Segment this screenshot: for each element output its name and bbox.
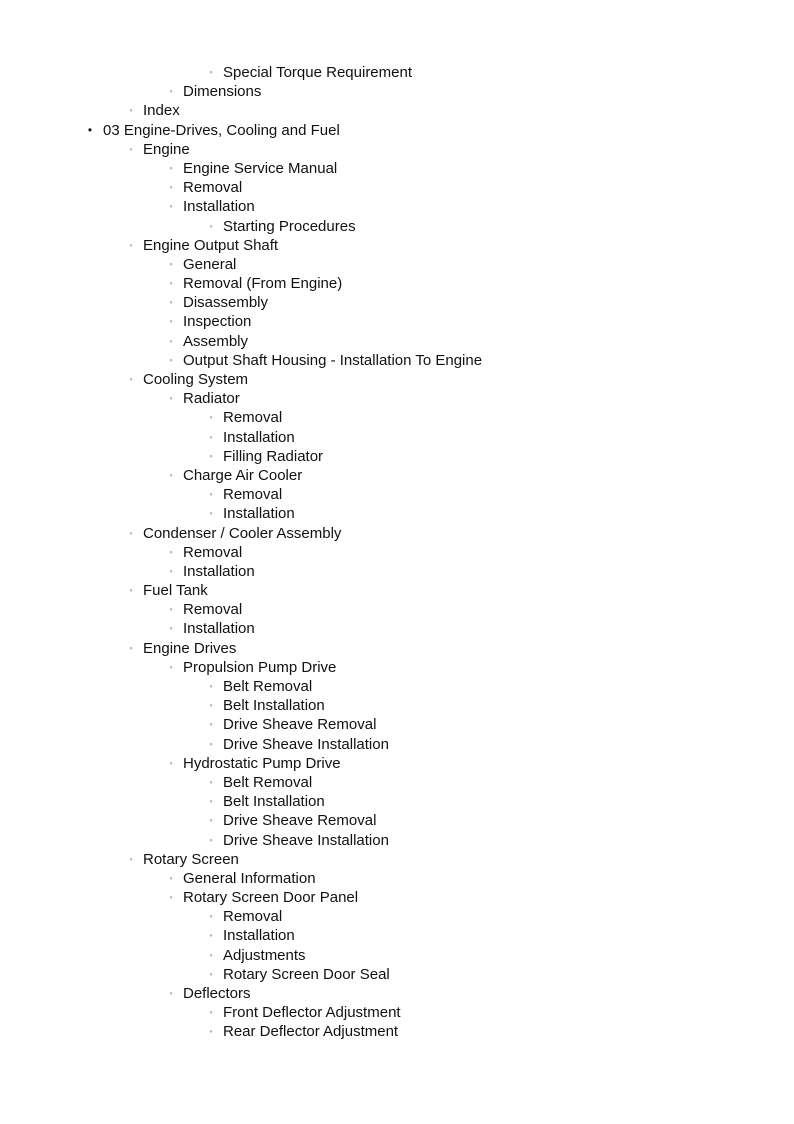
hollow-bullet-icon: ◦ <box>169 623 173 634</box>
outline-item <box>0 831 794 850</box>
hollow-bullet-icon: ◦ <box>169 393 173 404</box>
outline-item <box>0 121 794 140</box>
hollow-bullet-icon: ◦ <box>169 316 173 327</box>
hollow-bullet-icon: ◦ <box>169 546 173 557</box>
outline-item-label: Deflectors <box>183 985 251 1002</box>
outline-item <box>0 754 794 773</box>
outline-item <box>0 562 794 581</box>
outline-item <box>0 984 794 1003</box>
hollow-bullet-icon: ◦ <box>129 105 133 116</box>
outline-item-label: Starting Procedures <box>223 217 356 235</box>
bullet-icon: • <box>87 122 93 137</box>
outline-item-label: Output Shaft Housing - Installation To Engine <box>183 351 483 369</box>
outline-item-label: Installation <box>223 505 295 523</box>
outline-item <box>0 312 794 331</box>
outline-item <box>0 293 794 312</box>
outline-item-label: Removal <box>223 409 283 427</box>
outline-item-label: Front Deflector Adjustment <box>223 1004 401 1022</box>
hollow-bullet-icon: ◦ <box>209 1026 213 1037</box>
hollow-bullet-icon: ◦ <box>209 681 213 691</box>
outline-item-label: Radiator <box>183 390 240 408</box>
outline-item <box>0 926 794 945</box>
outline-item-label: Rotary Screen Door Panel <box>183 889 359 907</box>
hollow-bullet-icon: ◦ <box>209 412 213 423</box>
outline-item-label: Engine Service Manual <box>183 159 338 177</box>
outline-item-label: 03 Engine-Drives, Cooling and Fuel <box>103 121 340 139</box>
outline-item <box>0 428 794 447</box>
outline-item <box>0 504 794 523</box>
hollow-bullet-icon: ◦ <box>169 892 173 903</box>
hollow-bullet-icon: ◦ <box>209 796 213 807</box>
outline-item-label: Engine Drives <box>143 639 237 657</box>
outline-item <box>0 236 794 255</box>
hollow-bullet-icon: ◦ <box>169 604 173 615</box>
outline-item-label: Removal <box>183 543 243 561</box>
hollow-bullet-icon: ◦ <box>129 143 133 154</box>
outline-item-label: Removal <box>183 179 243 197</box>
outline-item <box>0 811 794 830</box>
outline-item-label: Belt Removal <box>223 678 313 695</box>
outline-item-label: Belt Installation <box>223 793 325 811</box>
outline-item-label: Removal (From Engine) <box>183 275 343 293</box>
outline-item <box>0 485 794 504</box>
hollow-bullet-icon: ◦ <box>169 469 173 480</box>
outline-list <box>0 63 794 1042</box>
outline-item <box>0 696 794 715</box>
outline-item <box>0 466 794 485</box>
outline-item-label: Fuel Tank <box>143 582 208 600</box>
outline-item <box>0 715 794 734</box>
outline-item <box>0 524 794 543</box>
outline-item <box>0 773 794 792</box>
outline-item-label: Assembly <box>183 332 249 350</box>
outline-item-label: Inspection <box>183 313 252 331</box>
outline-item <box>0 946 794 965</box>
outline-item <box>0 447 794 466</box>
hollow-bullet-icon: ◦ <box>169 335 173 346</box>
outline-item-label: Installation <box>223 927 295 945</box>
outline-item-label: Charge Air Cooler <box>183 466 303 484</box>
outline-item-label: Belt Removal <box>223 773 313 791</box>
outline-item-label: Engine Output Shaft <box>143 236 279 254</box>
hollow-bullet-icon: ◦ <box>169 757 173 768</box>
outline-item-label: Drive Sheave Installation <box>223 831 389 849</box>
hollow-bullet-icon: ◦ <box>209 930 213 941</box>
outline-item <box>0 140 794 159</box>
hollow-bullet-icon: ◦ <box>209 431 213 442</box>
outline-item-label: Propulsion Pump Drive <box>183 658 337 676</box>
hollow-bullet-icon: ◦ <box>169 988 173 998</box>
outline-item-label: Installation <box>183 562 255 580</box>
hollow-bullet-icon: ◦ <box>209 220 213 231</box>
outline-item-label: Special Torque Requirement <box>223 64 413 81</box>
outline-item <box>0 735 794 754</box>
outline-item-label: Cooling System <box>143 371 249 388</box>
hollow-bullet-icon: ◦ <box>169 565 173 576</box>
document-page <box>0 63 794 1042</box>
outline-item-label: Rotary Screen Door Seal <box>223 965 390 983</box>
hollow-bullet-icon: ◦ <box>209 815 213 826</box>
hollow-bullet-icon: ◦ <box>169 258 173 269</box>
outline-item-label: Disassembly <box>183 294 269 312</box>
outline-item <box>0 792 794 811</box>
outline-item <box>0 600 794 619</box>
hollow-bullet-icon: ◦ <box>169 86 173 97</box>
outline-item <box>0 332 794 351</box>
outline-item <box>0 274 794 293</box>
outline-item-label: Installation <box>183 198 255 216</box>
outline-item <box>0 370 794 389</box>
hollow-bullet-icon: ◦ <box>209 719 213 730</box>
outline-item-label: General <box>183 255 237 273</box>
outline-item-label: Index <box>143 102 180 120</box>
outline-item <box>0 965 794 984</box>
outline-item <box>0 907 794 926</box>
outline-item <box>0 408 794 427</box>
outline-item <box>0 389 794 408</box>
hollow-bullet-icon: ◦ <box>209 700 213 711</box>
hollow-bullet-icon: ◦ <box>209 776 213 787</box>
hollow-bullet-icon: ◦ <box>129 853 133 864</box>
outline-item-label: Adjustments <box>223 946 306 964</box>
hollow-bullet-icon: ◦ <box>129 642 133 653</box>
outline-item <box>0 619 794 638</box>
outline-item <box>0 217 794 236</box>
hollow-bullet-icon: ◦ <box>129 585 133 596</box>
hollow-bullet-icon: ◦ <box>209 450 213 461</box>
outline-item <box>0 255 794 274</box>
hollow-bullet-icon: ◦ <box>209 508 213 519</box>
outline-item-label: Dimensions <box>183 83 262 101</box>
outline-item <box>0 159 794 178</box>
outline-item-label: Filling Radiator <box>223 447 324 465</box>
hollow-bullet-icon: ◦ <box>169 278 173 289</box>
outline-item <box>0 888 794 907</box>
outline-item <box>0 850 794 869</box>
outline-item <box>0 639 794 658</box>
outline-item <box>0 581 794 600</box>
outline-item-label: Drive Sheave Removal <box>223 812 377 830</box>
hollow-bullet-icon: ◦ <box>129 239 133 250</box>
outline-item <box>0 1003 794 1022</box>
outline-item <box>0 1022 794 1041</box>
outline-item-label: Installation <box>223 428 295 446</box>
hollow-bullet-icon: ◦ <box>209 968 213 979</box>
outline-item-label: Drive Sheave Installation <box>223 735 389 753</box>
hollow-bullet-icon: ◦ <box>169 201 173 212</box>
outline-item-label: Removal <box>183 601 243 619</box>
outline-item <box>0 82 794 101</box>
outline-item <box>0 351 794 370</box>
hollow-bullet-icon: ◦ <box>129 374 133 384</box>
hollow-bullet-icon: ◦ <box>169 182 173 193</box>
outline-item-label: Installation <box>183 620 255 638</box>
outline-item-label: General Information <box>183 869 316 887</box>
outline-item-label: Engine <box>143 140 190 158</box>
hollow-bullet-icon: ◦ <box>209 1007 213 1018</box>
outline-item <box>0 178 794 197</box>
hollow-bullet-icon: ◦ <box>169 872 173 883</box>
hollow-bullet-icon: ◦ <box>209 67 213 77</box>
outline-item <box>0 63 794 82</box>
hollow-bullet-icon: ◦ <box>169 162 173 173</box>
outline-item <box>0 869 794 888</box>
outline-item-label: Removal <box>223 486 283 504</box>
outline-item-label: Drive Sheave Removal <box>223 716 377 734</box>
hollow-bullet-icon: ◦ <box>209 911 213 922</box>
outline-item-label: Rotary Screen <box>143 850 239 868</box>
outline-item <box>0 543 794 562</box>
outline-item-label: Rear Deflector Adjustment <box>223 1023 399 1041</box>
outline-item-label: Removal <box>223 908 283 926</box>
hollow-bullet-icon: ◦ <box>129 527 133 538</box>
hollow-bullet-icon: ◦ <box>209 489 213 500</box>
outline-item <box>0 658 794 677</box>
hollow-bullet-icon: ◦ <box>169 297 173 308</box>
hollow-bullet-icon: ◦ <box>209 738 213 749</box>
outline-item-label: Hydrostatic Pump Drive <box>183 754 341 772</box>
hollow-bullet-icon: ◦ <box>209 834 213 845</box>
hollow-bullet-icon: ◦ <box>169 661 173 672</box>
outline-item <box>0 677 794 696</box>
outline-item <box>0 197 794 216</box>
hollow-bullet-icon: ◦ <box>169 354 173 365</box>
outline-item-label: Condenser / Cooler Assembly <box>143 524 342 542</box>
outline-item-label: Belt Installation <box>223 697 325 715</box>
outline-item <box>0 101 794 120</box>
hollow-bullet-icon: ◦ <box>209 949 213 960</box>
